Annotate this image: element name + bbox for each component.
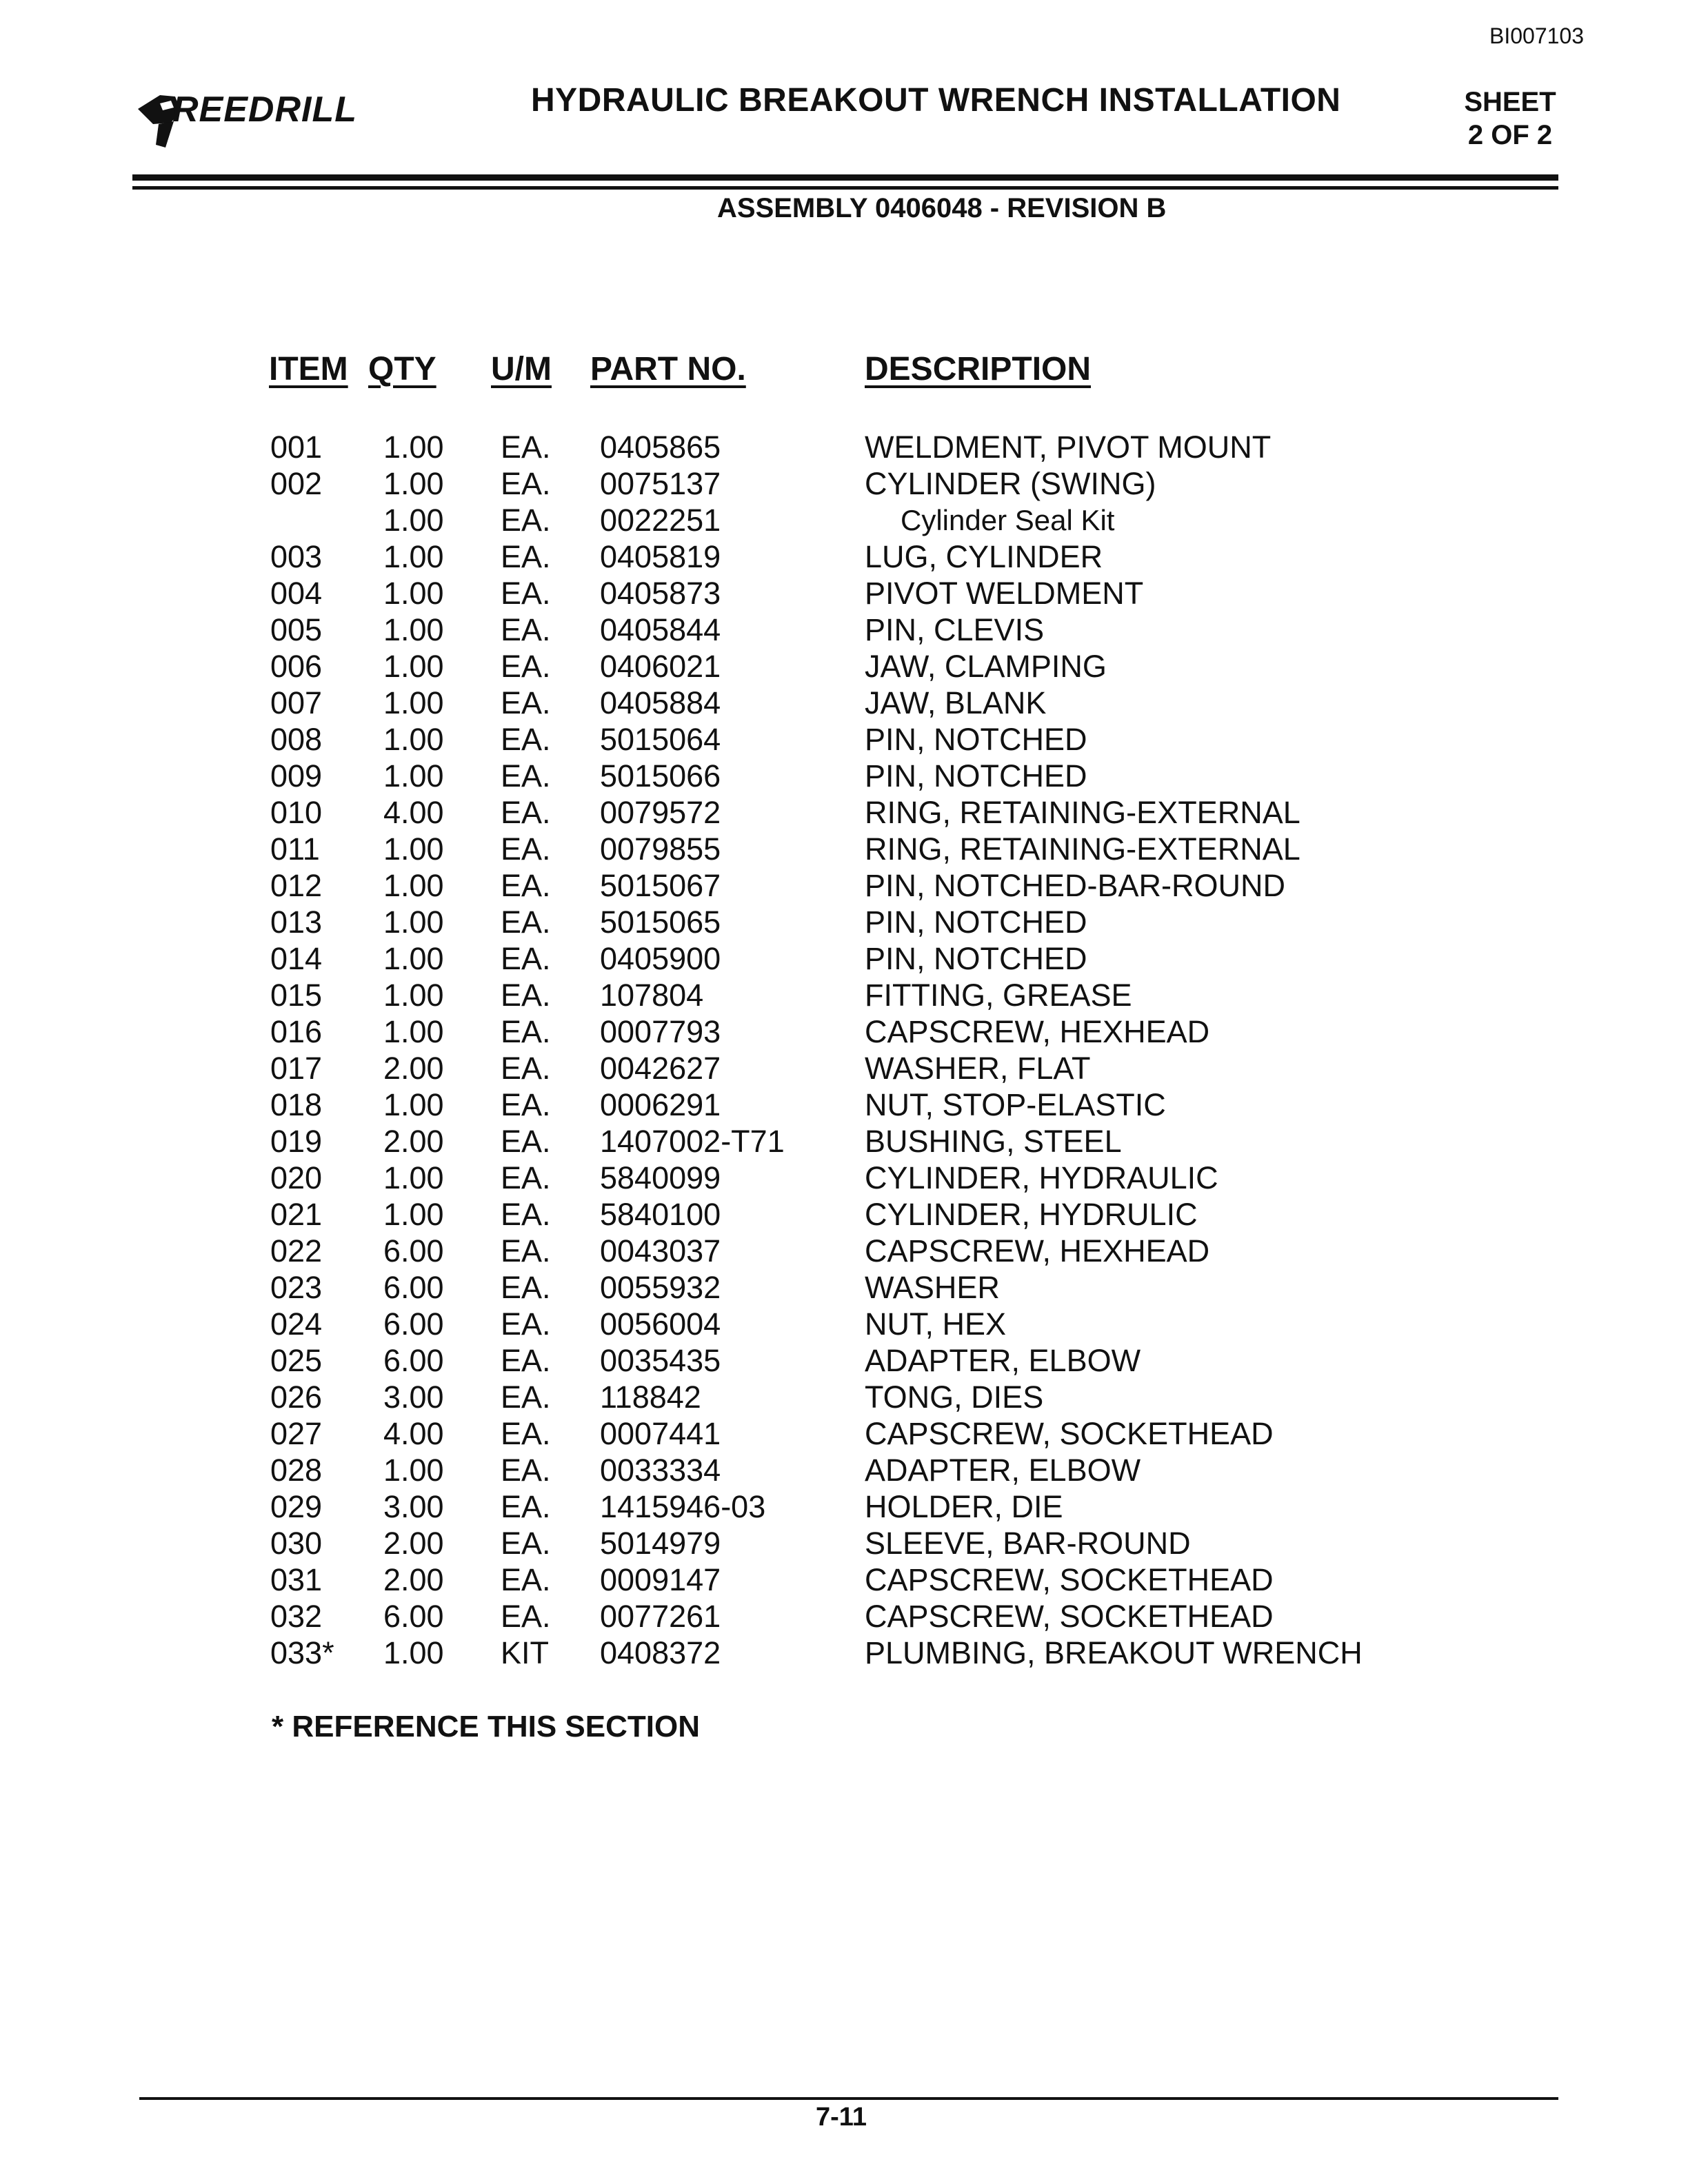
document-id: BI007103 xyxy=(1489,23,1585,48)
cell-description: ADAPTER, ELBOW xyxy=(865,1453,1141,1488)
table-row xyxy=(0,1160,1688,1196)
cell-description: PIN, NOTCHED xyxy=(865,722,1087,757)
cell-description: Cylinder Seal Kit xyxy=(901,504,1115,536)
cell-description: LUG, CYLINDER xyxy=(865,539,1103,574)
cell-qty: 1.00 xyxy=(383,429,444,465)
cell-um: EA. xyxy=(501,1087,551,1122)
cell-um: EA. xyxy=(501,1124,551,1159)
cell-um: EA. xyxy=(501,1051,551,1086)
cell-qty: 1.00 xyxy=(383,1635,444,1670)
cell-description: PLUMBING, BREAKOUT WRENCH xyxy=(865,1635,1363,1670)
cell-item: 019 xyxy=(270,1124,323,1159)
cell-um: EA. xyxy=(501,1270,551,1305)
cell-item: 005 xyxy=(270,612,323,647)
cell-um: EA. xyxy=(501,1160,551,1195)
header-divider-secondary xyxy=(132,186,1558,190)
cell-description: PIN, NOTCHED xyxy=(865,904,1087,940)
cell-item: 009 xyxy=(270,758,323,793)
column-header-part-no: PART NO. xyxy=(590,351,746,387)
cell-um: EA. xyxy=(501,1599,551,1634)
cell-item: 002 xyxy=(270,466,323,501)
cell-um: EA. xyxy=(501,1453,551,1488)
cell-description: FITTING, GREASE xyxy=(865,978,1132,1013)
cell-qty: 1.00 xyxy=(383,1087,444,1122)
cell-item: 023 xyxy=(270,1270,323,1305)
cell-qty: 1.00 xyxy=(383,539,444,574)
cell-description: WASHER xyxy=(865,1270,1000,1305)
cell-part-no: 0075137 xyxy=(600,466,721,501)
cell-description: PIN, NOTCHED xyxy=(865,758,1087,793)
table-row xyxy=(0,1525,1688,1561)
cell-qty: 2.00 xyxy=(383,1562,444,1597)
cell-um: EA. xyxy=(501,722,551,757)
cell-item: 027 xyxy=(270,1416,323,1451)
cell-um: EA. xyxy=(501,649,551,684)
cell-description: WELDMENT, PIVOT MOUNT xyxy=(865,429,1272,465)
cell-description: NUT, STOP-ELASTIC xyxy=(865,1087,1166,1122)
cell-part-no: 5014979 xyxy=(600,1526,721,1561)
cell-qty: 6.00 xyxy=(383,1306,444,1342)
cell-um: EA. xyxy=(501,904,551,940)
cell-description: CYLINDER, HYDRAULIC xyxy=(865,1160,1218,1195)
cell-item: 011 xyxy=(270,831,320,867)
cell-description: CAPSCREW, SOCKETHEAD xyxy=(865,1599,1274,1634)
cell-part-no: 0405900 xyxy=(600,941,721,976)
cell-description: PIVOT WELDMENT xyxy=(865,576,1144,611)
column-header-um: U/M xyxy=(491,351,552,387)
table-row xyxy=(0,1488,1688,1525)
cell-item: 021 xyxy=(270,1197,323,1232)
cell-part-no: 0405865 xyxy=(600,429,721,465)
table-row xyxy=(0,1452,1688,1488)
cell-part-no: 107804 xyxy=(600,978,704,1013)
cell-um: EA. xyxy=(501,685,551,720)
assembly-subtitle: ASSEMBLY 0406048 - REVISION B xyxy=(717,193,1167,223)
cell-part-no: 0405873 xyxy=(600,576,721,611)
cell-part-no: 0405844 xyxy=(600,612,721,647)
cell-qty: 6.00 xyxy=(383,1270,444,1305)
cell-um: EA. xyxy=(501,1379,551,1415)
table-row xyxy=(0,648,1688,685)
column-header-qty: QTY xyxy=(368,351,436,387)
cell-item: 007 xyxy=(270,685,323,720)
table-row xyxy=(0,867,1688,904)
cell-qty: 4.00 xyxy=(383,795,444,830)
page-number: 7-11 xyxy=(816,2103,867,2132)
cell-description: JAW, CLAMPING xyxy=(865,649,1107,684)
table-row xyxy=(0,1233,1688,1269)
cell-qty: 2.00 xyxy=(383,1124,444,1159)
table-row xyxy=(0,1269,1688,1306)
cell-part-no: 0079572 xyxy=(600,795,721,830)
cell-qty: 1.00 xyxy=(383,576,444,611)
sheet-indicator xyxy=(1455,85,1565,152)
sheet-label: SHEET xyxy=(1464,87,1556,117)
cell-um: EA. xyxy=(501,503,551,538)
cell-part-no: 0056004 xyxy=(600,1306,721,1342)
parts-table-body xyxy=(0,429,1688,1671)
cell-um: KIT xyxy=(501,1635,550,1670)
cell-qty: 6.00 xyxy=(383,1599,444,1634)
cell-item: 031 xyxy=(270,1562,323,1597)
cell-part-no: 5840100 xyxy=(600,1197,721,1232)
cell-description: BUSHING, STEEL xyxy=(865,1124,1122,1159)
cell-description: HOLDER, DIE xyxy=(865,1489,1063,1524)
cell-part-no: 0079855 xyxy=(600,831,721,867)
cell-qty: 1.00 xyxy=(383,722,444,757)
footer-divider xyxy=(139,2097,1558,2100)
cell-part-no: 0408372 xyxy=(600,1635,721,1670)
cell-part-no: 0033334 xyxy=(600,1453,721,1488)
cell-description: CAPSCREW, HEXHEAD xyxy=(865,1014,1210,1049)
cell-part-no: 0042627 xyxy=(600,1051,721,1086)
cell-description: TONG, DIES xyxy=(865,1379,1044,1415)
column-header-item: ITEM xyxy=(269,351,348,387)
cell-part-no: 0406021 xyxy=(600,649,721,684)
cell-description: RING, RETAINING-EXTERNAL xyxy=(865,831,1300,867)
cell-um: EA. xyxy=(501,1306,551,1342)
cell-description: CAPSCREW, SOCKETHEAD xyxy=(865,1416,1274,1451)
cell-um: EA. xyxy=(501,1233,551,1268)
table-row xyxy=(0,1598,1688,1635)
table-row xyxy=(0,1379,1688,1415)
cell-part-no: 0077261 xyxy=(600,1599,721,1634)
cell-item: 015 xyxy=(270,978,323,1013)
cell-qty: 1.00 xyxy=(383,758,444,793)
table-row xyxy=(0,1306,1688,1342)
cell-um: EA. xyxy=(501,539,551,574)
cell-item: 017 xyxy=(270,1051,323,1086)
cell-qty: 6.00 xyxy=(383,1233,444,1268)
table-row xyxy=(0,1086,1688,1123)
cell-part-no: 5840099 xyxy=(600,1160,721,1195)
cell-part-no: 5015065 xyxy=(600,904,721,940)
cell-description: RING, RETAINING-EXTERNAL xyxy=(865,795,1300,830)
cell-item: 006 xyxy=(270,649,323,684)
cell-item: 024 xyxy=(270,1306,323,1342)
cell-description: CAPSCREW, HEXHEAD xyxy=(865,1233,1210,1268)
cell-item: 012 xyxy=(270,868,323,903)
cell-description: PIN, NOTCHED xyxy=(865,941,1087,976)
cell-qty: 1.00 xyxy=(383,941,444,976)
cell-item: 026 xyxy=(270,1379,323,1415)
table-row xyxy=(0,575,1688,611)
table-row xyxy=(0,904,1688,940)
table-row xyxy=(0,502,1688,538)
page-title: HYDRAULIC BREAKOUT WRENCH INSTALLATION xyxy=(531,82,1341,119)
cell-part-no: 1415946-03 xyxy=(600,1489,766,1524)
cell-qty: 4.00 xyxy=(383,1416,444,1451)
cell-um: EA. xyxy=(501,795,551,830)
cell-qty: 1.00 xyxy=(383,503,444,538)
cell-qty: 2.00 xyxy=(383,1526,444,1561)
cell-um: EA. xyxy=(501,1014,551,1049)
table-row xyxy=(0,1050,1688,1086)
table-row xyxy=(0,721,1688,758)
cell-qty: 1.00 xyxy=(383,1160,444,1195)
cell-um: EA. xyxy=(501,758,551,793)
cell-item: 016 xyxy=(270,1014,323,1049)
cell-um: EA. xyxy=(501,1489,551,1524)
cell-item: 018 xyxy=(270,1087,323,1122)
table-row xyxy=(0,1123,1688,1160)
table-row xyxy=(0,758,1688,794)
cell-part-no: 118842 xyxy=(600,1379,701,1415)
footnote: * REFERENCE THIS SECTION xyxy=(272,1710,700,1743)
table-row xyxy=(0,611,1688,648)
table-row xyxy=(0,429,1688,465)
cell-qty: 1.00 xyxy=(383,1453,444,1488)
table-row xyxy=(0,1415,1688,1452)
cell-part-no: 5015067 xyxy=(600,868,721,903)
cell-description: CYLINDER (SWING) xyxy=(865,466,1156,501)
cell-part-no: 0007793 xyxy=(600,1014,721,1049)
cell-qty: 1.00 xyxy=(383,466,444,501)
cell-qty: 1.00 xyxy=(383,978,444,1013)
cell-um: EA. xyxy=(501,1562,551,1597)
cell-part-no: 0022251 xyxy=(600,503,721,538)
cell-um: EA. xyxy=(501,576,551,611)
cell-part-no: 0009147 xyxy=(600,1562,721,1597)
cell-part-no: 0035435 xyxy=(600,1343,721,1378)
table-row xyxy=(0,685,1688,721)
cell-um: EA. xyxy=(501,429,551,465)
table-row xyxy=(0,831,1688,867)
table-row xyxy=(0,977,1688,1013)
cell-part-no: 0405819 xyxy=(600,539,721,574)
cell-qty: 3.00 xyxy=(383,1379,444,1415)
header-divider xyxy=(132,174,1558,181)
reedrill-logo xyxy=(132,76,367,159)
cell-um: EA. xyxy=(501,466,551,501)
cell-qty: 6.00 xyxy=(383,1343,444,1378)
cell-um: EA. xyxy=(501,1416,551,1451)
cell-item: 028 xyxy=(270,1453,323,1488)
cell-qty: 1.00 xyxy=(383,612,444,647)
cell-description: NUT, HEX xyxy=(865,1306,1007,1342)
cell-item: 008 xyxy=(270,722,323,757)
cell-item: 032 xyxy=(270,1599,323,1634)
cell-part-no: 0043037 xyxy=(600,1233,721,1268)
cell-part-no: 0055932 xyxy=(600,1270,721,1305)
cell-part-no: 5015064 xyxy=(600,722,721,757)
cell-item: 033* xyxy=(270,1635,334,1670)
cell-part-no: 0007441 xyxy=(600,1416,721,1451)
cell-item: 004 xyxy=(270,576,323,611)
cell-qty: 1.00 xyxy=(383,1197,444,1232)
table-row xyxy=(0,794,1688,831)
cell-description: WASHER, FLAT xyxy=(865,1051,1091,1086)
cell-qty: 1.00 xyxy=(383,1014,444,1049)
sheet-value: 2 OF 2 xyxy=(1467,120,1553,150)
cell-qty: 1.00 xyxy=(383,904,444,940)
cell-description: ADAPTER, ELBOW xyxy=(865,1343,1141,1378)
cell-description: SLEEVE, BAR-ROUND xyxy=(865,1526,1191,1561)
table-row xyxy=(0,1013,1688,1050)
cell-description: CYLINDER, HYDRULIC xyxy=(865,1197,1198,1232)
cell-part-no: 0006291 xyxy=(600,1087,721,1122)
cell-um: EA. xyxy=(501,1526,551,1561)
table-row xyxy=(0,465,1688,502)
cell-description: JAW, BLANK xyxy=(865,685,1047,720)
cell-item: 014 xyxy=(270,941,323,976)
cell-qty: 1.00 xyxy=(383,831,444,867)
cell-qty: 1.00 xyxy=(383,649,444,684)
cell-item: 003 xyxy=(270,539,323,574)
cell-qty: 1.00 xyxy=(383,685,444,720)
cell-qty: 2.00 xyxy=(383,1051,444,1086)
table-row xyxy=(0,1342,1688,1379)
cell-item: 030 xyxy=(270,1526,323,1561)
column-header-description: DESCRIPTION xyxy=(865,351,1092,387)
cell-um: EA. xyxy=(501,612,551,647)
cell-um: EA. xyxy=(501,1343,551,1378)
cell-um: EA. xyxy=(501,1197,551,1232)
cell-item: 010 xyxy=(270,795,323,830)
cell-description: PIN, CLEVIS xyxy=(865,612,1045,647)
table-row xyxy=(0,940,1688,977)
cell-qty: 1.00 xyxy=(383,868,444,903)
svg-text:REEDRILL: REEDRILL xyxy=(172,90,357,130)
cell-um: EA. xyxy=(501,941,551,976)
cell-part-no: 5015066 xyxy=(600,758,721,793)
table-header xyxy=(0,350,1688,392)
table-row xyxy=(0,1561,1688,1598)
table-row xyxy=(0,1196,1688,1233)
cell-description: CAPSCREW, SOCKETHEAD xyxy=(865,1562,1274,1597)
cell-um: EA. xyxy=(501,831,551,867)
table-row xyxy=(0,538,1688,575)
cell-item: 020 xyxy=(270,1160,323,1195)
cell-qty: 3.00 xyxy=(383,1489,444,1524)
cell-item: 029 xyxy=(270,1489,323,1524)
cell-um: EA. xyxy=(501,868,551,903)
cell-item: 022 xyxy=(270,1233,323,1268)
cell-part-no: 1407002-T71 xyxy=(600,1124,785,1159)
cell-item: 001 xyxy=(270,429,323,465)
table-row xyxy=(0,1635,1688,1671)
cell-item: 013 xyxy=(270,904,323,940)
cell-description: PIN, NOTCHED-BAR-ROUND xyxy=(865,868,1286,903)
cell-um: EA. xyxy=(501,978,551,1013)
cell-item: 025 xyxy=(270,1343,323,1378)
cell-part-no: 0405884 xyxy=(600,685,721,720)
